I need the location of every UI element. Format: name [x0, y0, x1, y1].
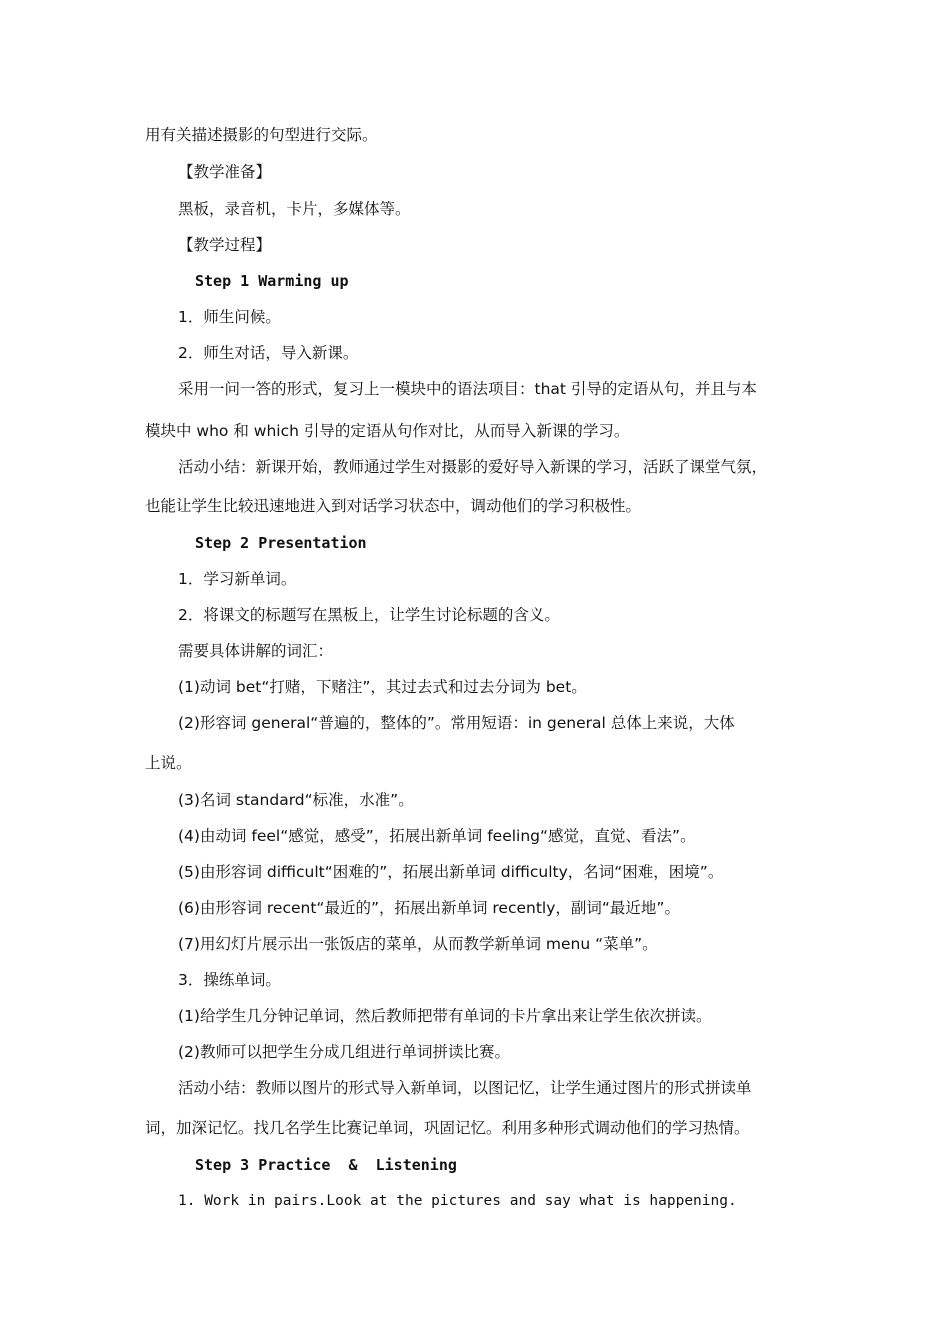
vocab-item: (3)名词 standard“标准，水准”。 — [178, 791, 414, 809]
paragraph-line: 活动小结：新课开始，教师通过学生对摄影的爱好导入新课的学习，活跃了课堂气氛， — [178, 458, 768, 476]
list-item: 1．学习新单词。 — [178, 570, 297, 588]
paragraph-line: 需要具体讲解的词汇： — [178, 642, 334, 660]
paragraph-line: 也能让学生比较迅速地进入到对话学习状态中，调动他们的学习积极性。 — [145, 497, 642, 515]
step-heading: Step 1 Warming up — [195, 272, 349, 290]
paragraph-line: 用有关描述摄影的句型进行交际。 — [145, 126, 378, 144]
list-item: (2)教师可以把学生分成几组进行单词拼读比赛。 — [178, 1043, 510, 1061]
section-heading: 【教学准备】 — [178, 163, 272, 181]
vocab-item: (7)用幻灯片展示出一张饭店的菜单，从而教学新单词 menu “菜单”。 — [178, 935, 658, 953]
list-item: 3．操练单词。 — [178, 971, 281, 989]
paragraph-line: 模块中 who 和 which 引导的定语从句作对比，从而导入新课的学习。 — [145, 422, 630, 440]
paragraph-line: 上说。 — [145, 754, 192, 772]
step-heading: Step 3 Practice & Listening — [195, 1156, 457, 1174]
list-item: 1．师生问候。 — [178, 308, 281, 326]
section-heading: 【教学过程】 — [178, 236, 272, 254]
paragraph-line: 黑板，录音机，卡片，多媒体等。 — [178, 200, 411, 218]
list-item: (1)给学生几分钟记单词，然后教师把带有单词的卡片拿出来让学生依次拼读。 — [178, 1007, 712, 1025]
vocab-item: (5)由形容词 difficult“困难的”，拓展出新单词 difficulty，名词“困难，困境”。 — [178, 863, 724, 881]
list-item: 2．师生对话，导入新课。 — [178, 344, 359, 362]
vocab-item: (4)由动词 feel“感觉，感受”，拓展出新单词 feeling“感觉，直觉、看法”。 — [178, 827, 696, 845]
paragraph-line: 活动小结：教师以图片的形式导入新单词，以图记忆，让学生通过图片的形式拼读单 — [178, 1079, 752, 1097]
vocab-item: (2)形容词 general“普遍的，整体的”。常用短语：in general 总体上来说，大体 — [178, 714, 735, 732]
list-item: 1. Work in pairs.Look at the pictures and say what is happening. — [178, 1193, 737, 1209]
paragraph-line: 词，加深记忆。找几名学生比赛记单词，巩固记忆。利用多种形式调动他们的学习热情。 — [145, 1119, 750, 1137]
list-item: 2．将课文的标题写在黑板上，让学生讨论标题的含义。 — [178, 606, 560, 624]
paragraph-line: 采用一问一答的形式，复习上一模块中的语法项目：that 引导的定语从句，并且与本 — [178, 380, 757, 398]
vocab-item: (1)动词 bet“打赌，下赌注”，其过去式和过去分词为 bet。 — [178, 678, 587, 696]
step-heading: Step 2 Presentation — [195, 534, 367, 552]
vocab-item: (6)由形容词 recent“最近的”，拓展出新单词 recently，副词“最近地”。 — [178, 899, 680, 917]
